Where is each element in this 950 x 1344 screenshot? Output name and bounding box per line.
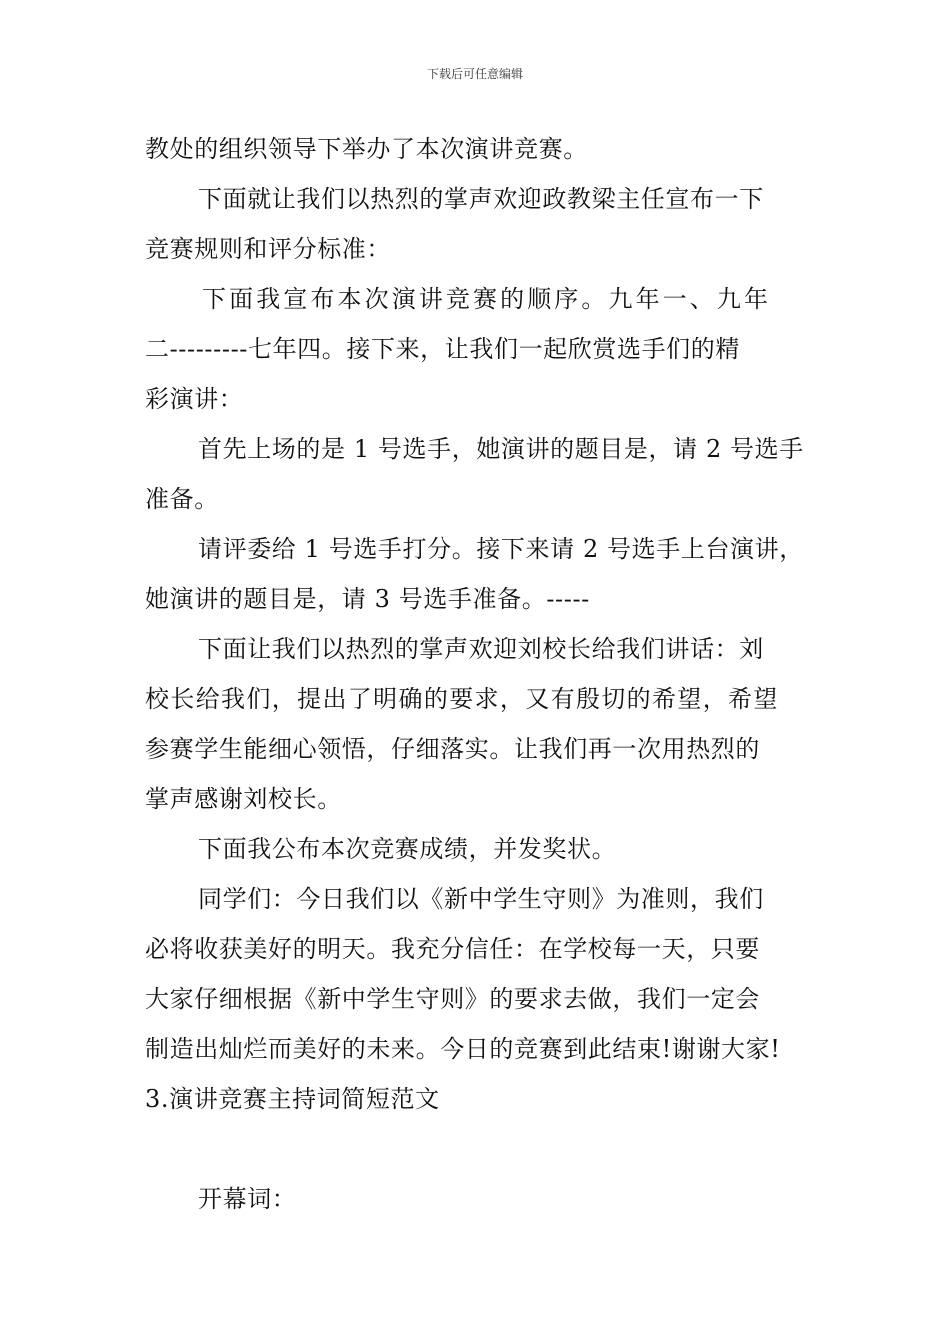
paragraph-line: 大家仔细根据《新中学生守则》的要求去做，我们一定会	[145, 985, 760, 1013]
paragraph-line: 准备。	[145, 485, 219, 513]
paragraph-line: 开幕词：	[198, 1185, 297, 1213]
paragraph-line: 必将收获美好的明天。我充分信任：在学校每一天，只要	[145, 935, 760, 963]
paragraph-line: 请评委给 1 号选手打分。接下来请 2 号选手上台演讲，	[198, 535, 804, 563]
paragraph-line: 竞赛规则和评分标准：	[145, 235, 391, 263]
paragraph-line: 教处的组织领导下举办了本次演讲竞赛。	[145, 135, 588, 163]
blank-line	[145, 1124, 810, 1174]
paragraph-line: 彩演讲：	[145, 385, 244, 413]
paragraph-line: 制造出灿烂而美好的未来。今日的竞赛到此结束!谢谢大家!	[145, 1035, 781, 1063]
paragraph-line: 她演讲的题目是，请 3 号选手准备。-----	[145, 585, 590, 613]
page-header: 下载后可任意编辑	[426, 67, 523, 81]
paragraph-line: 二---------七年四。接下来，让我们一起欣赏选手们的精	[145, 335, 740, 363]
paragraph-line: 同学们：今日我们以《新中学生守则》为准则，我们	[198, 885, 764, 913]
document-body	[145, 124, 810, 1224]
paragraph-line: 掌声感谢刘校长。	[145, 785, 342, 813]
paragraph-line: 下面我公布本次竞赛成绩，并发奖状。	[198, 835, 617, 863]
paragraph-line: 首先上场的是 1 号选手，她演讲的题目是，请 2 号选手	[198, 435, 804, 463]
paragraph-line: 参赛学生能细心领悟，仔细落实。让我们再一次用热烈的	[145, 735, 760, 763]
paragraph-line: 下面让我们以热烈的掌声欢迎刘校长给我们讲话：刘	[198, 635, 764, 663]
section-heading: 3.演讲竞赛主持词简短范文	[145, 1085, 440, 1113]
paragraph-line: 下面就让我们以热烈的掌声欢迎政教梁主任宣布一下	[198, 185, 764, 213]
paragraph-line: 校长给我们，提出了明确的要求，又有殷切的希望，希望	[145, 685, 779, 713]
paragraph-line: 下面我宣布本次演讲竞赛的顺序。九年一、九年	[202, 285, 772, 313]
